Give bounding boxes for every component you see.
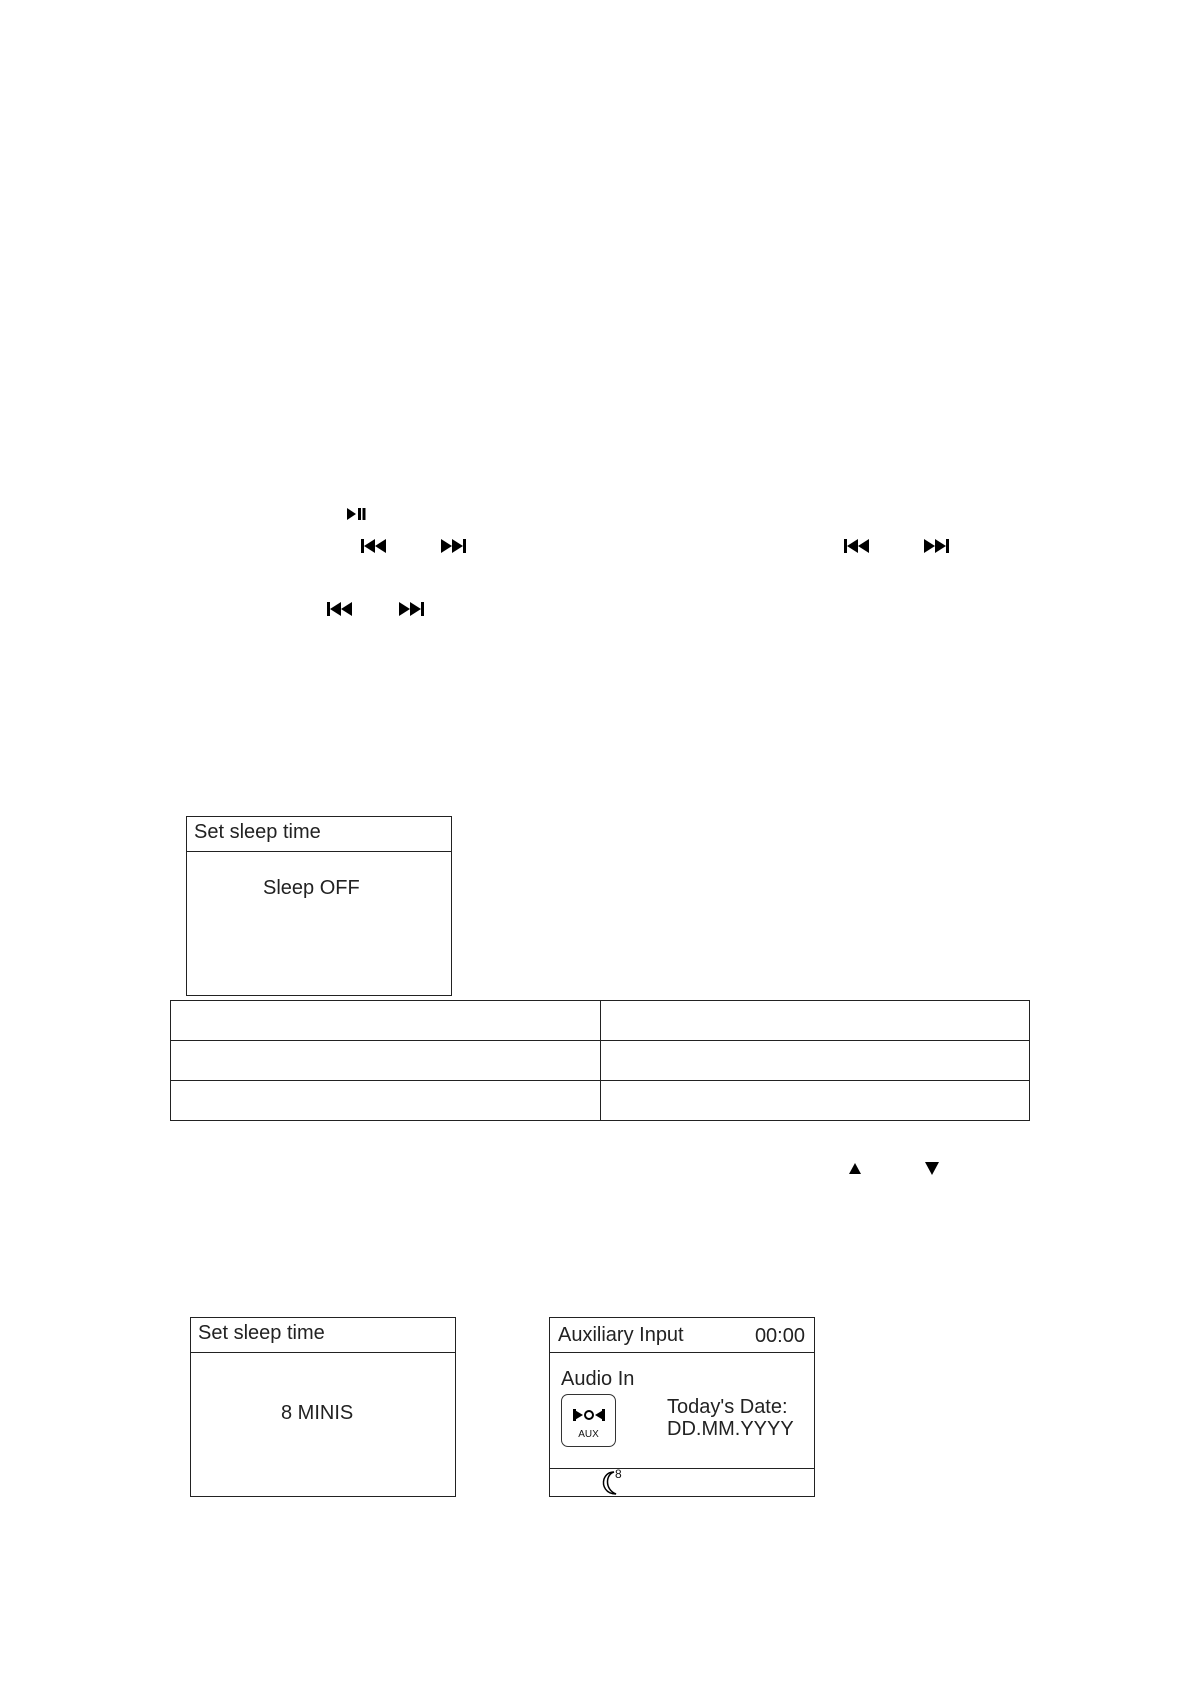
date-label: Today's Date: — [667, 1396, 788, 1418]
table-cell — [171, 1081, 601, 1121]
arrow-up-icon — [848, 1162, 862, 1175]
audio-source-label: Audio In — [561, 1368, 635, 1390]
skip-previous-icon — [326, 601, 354, 617]
table-cell — [600, 1081, 1030, 1121]
table-cell — [171, 1001, 601, 1041]
skip-previous-icon — [843, 538, 871, 554]
skip-next-icon — [397, 601, 425, 617]
sleep-value: 8 MINIS — [281, 1402, 354, 1424]
table-row — [171, 1081, 1030, 1121]
skip-previous-icon — [360, 538, 388, 554]
aux-icon-label: AUX — [578, 1429, 599, 1440]
screen-title: Set sleep time — [198, 1322, 325, 1344]
sleep-8-screen — [190, 1317, 456, 1497]
table-cell — [171, 1041, 601, 1081]
arrow-down-icon — [924, 1161, 940, 1176]
sleep-moon-icon — [600, 1469, 626, 1502]
skip-next-icon — [922, 538, 950, 554]
table-row — [171, 1001, 1030, 1041]
table-cell — [600, 1041, 1030, 1081]
sleep-value: Sleep OFF — [263, 877, 360, 899]
screen-header — [187, 817, 451, 852]
sleep-timer-badge: 8 — [615, 1467, 622, 1481]
play-pause-icon — [346, 507, 366, 521]
table-row — [171, 1041, 1030, 1081]
sleep-options-table — [170, 1000, 1030, 1121]
screen-header — [550, 1318, 814, 1353]
table-cell — [600, 1001, 1030, 1041]
clock-time: 00:00 — [754, 1325, 805, 1347]
sleep-off-screen — [186, 816, 452, 996]
screen-title: Auxiliary Input — [558, 1324, 684, 1346]
status-bar — [550, 1468, 814, 1497]
aux-input-icon — [561, 1394, 616, 1447]
skip-next-icon — [439, 538, 467, 554]
screen-title: Set sleep time — [194, 821, 321, 843]
aux-input-screen — [549, 1317, 815, 1497]
screen-header — [191, 1318, 455, 1353]
date-value: DD.MM.YYYY — [667, 1418, 794, 1440]
